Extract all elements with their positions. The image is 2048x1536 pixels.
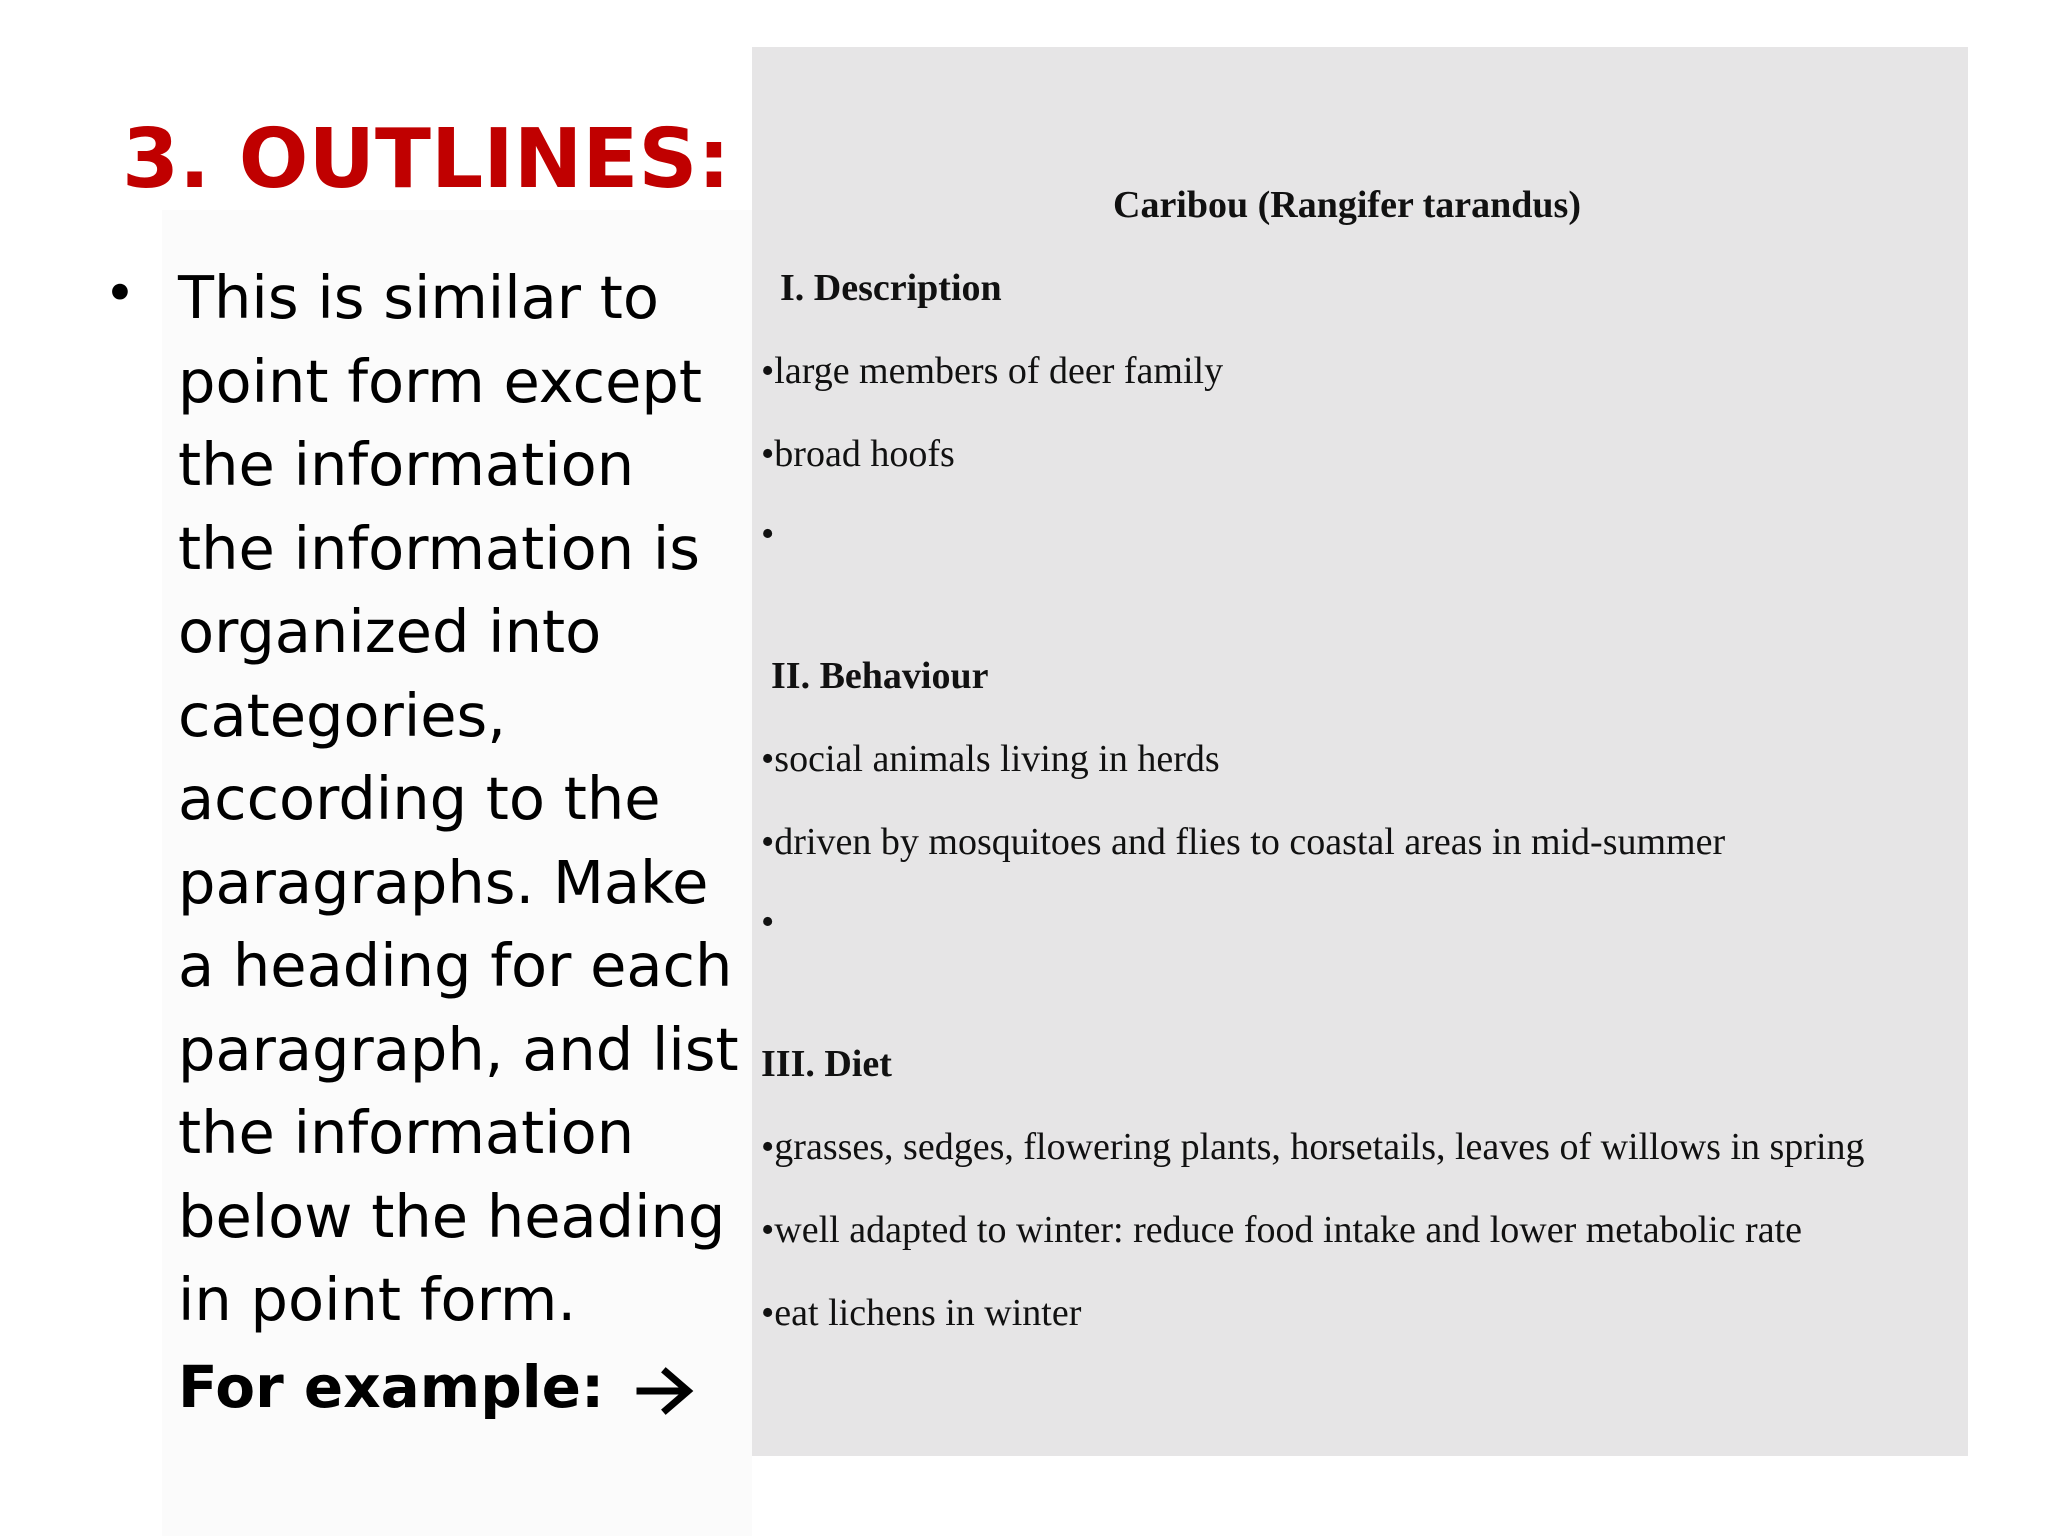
slide-title: 3. OUTLINES: <box>122 112 731 207</box>
outline-item: •social animals living in herds <box>761 738 1220 780</box>
outline-item: •broad hoofs <box>761 433 955 475</box>
bullet-line: paragraph, and list <box>178 1014 739 1084</box>
outline-item: •eat lichens in winter <box>761 1292 1082 1334</box>
outline-item: •driven by mosquitoes and flies to coastal areas in mid-summer <box>761 821 1726 863</box>
outline-title: Caribou (Rangifer tarandus) <box>1113 184 1581 226</box>
section-heading-behaviour: II. Behaviour <box>771 655 989 697</box>
bullet-line: organized into <box>178 597 602 666</box>
bullet-line: the information <box>178 1098 635 1167</box>
outline-item-empty: • <box>761 513 775 555</box>
bullet-line: the information <box>178 430 635 499</box>
bullet-line: point form except <box>178 346 702 416</box>
section-heading-diet: III. Diet <box>761 1043 892 1085</box>
outline-item: •well adapted to winter: reduce food intake and lower metabolic rate <box>761 1209 1802 1251</box>
bullet-line: the information is <box>178 513 700 583</box>
outline-item: •grasses, sedges, flowering plants, horsetails, leaves of willows in spring <box>761 1126 1865 1168</box>
bullet-line: in point form. <box>178 1265 577 1334</box>
bullet-line: This is similar to <box>178 263 659 332</box>
bullet-line: paragraphs. Make <box>178 847 709 917</box>
bullet-line: categories, <box>178 680 507 750</box>
bullet-paragraph <box>178 256 738 1342</box>
outline-item-empty: • <box>761 901 775 943</box>
outline-item: •large members of deer family <box>761 350 1224 392</box>
right-arrow-icon <box>636 1366 696 1416</box>
bullet-icon: • <box>104 262 136 325</box>
section-heading-description: I. Description <box>780 267 1002 309</box>
bullet-line: according to the <box>178 764 661 833</box>
bullet-line: below the heading <box>178 1181 726 1251</box>
example-text: For example: <box>178 1353 605 1421</box>
example-label <box>178 1353 696 1421</box>
bullet-line: a heading for each <box>178 931 733 1000</box>
